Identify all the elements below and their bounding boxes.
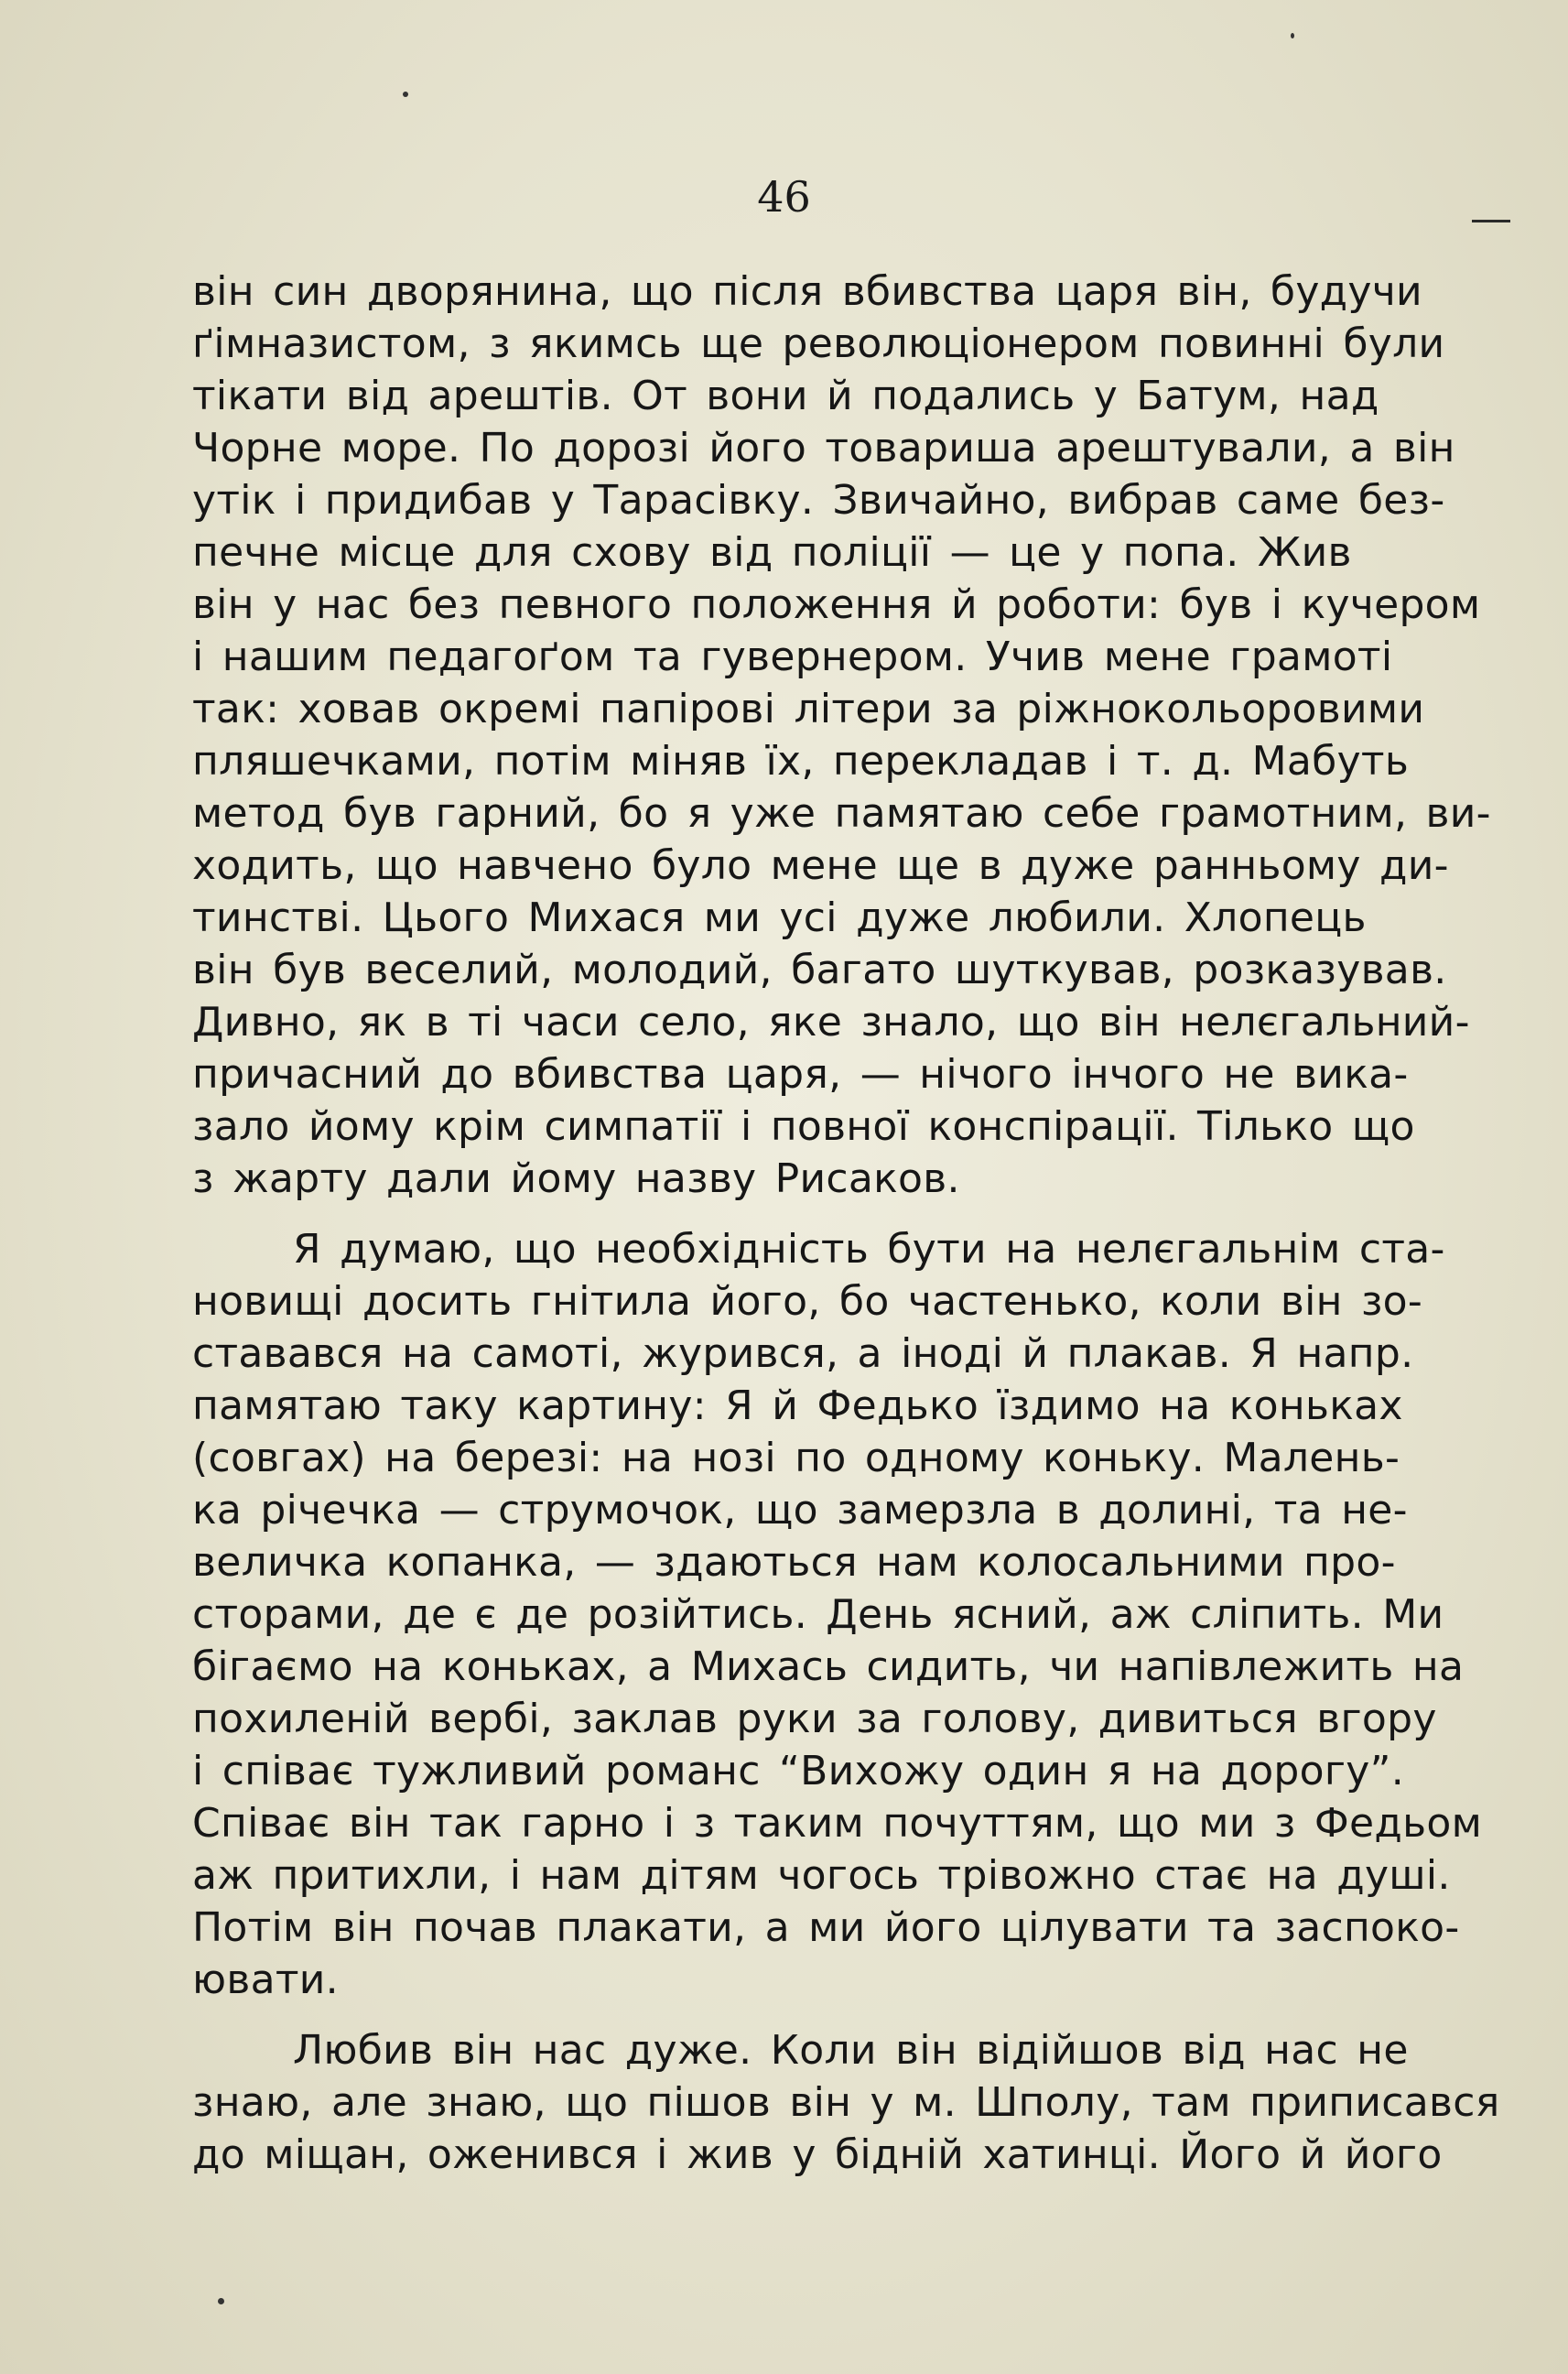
paragraph-gap [192, 2006, 1510, 2024]
text-line: Я думаю, що необхідність бути на нелєгальнім ста- [293, 1226, 1445, 1273]
text-line: тинстві. Цього Михася ми усі дуже любили. Хлопець [192, 894, 1367, 941]
text-line: ювати. [192, 1957, 339, 2003]
text-line: аж притихли, і нам дітям чогось трівожно стає на душі. [192, 1852, 1451, 1899]
text-line: новищі досить гнітила його, бо частенько, коли він зо- [192, 1278, 1423, 1325]
text-line: (совгах) на березі: на нозі по одному коньку. Малень- [192, 1435, 1400, 1481]
text-line: Дивно, як в ті часи село, яке знало, що він нелєгальний- [192, 999, 1470, 1046]
text-line: Потім він почав плакати, а ми його цілувати та заспоко- [192, 1904, 1460, 1951]
text-line: памятаю таку картину: Я й Федько їздимо на коньках [192, 1382, 1403, 1429]
text-line: він у нас без певного положення й роботи: був і кучером [192, 581, 1481, 628]
page-number: 46 [757, 172, 811, 222]
text-line: так: ховав окремі папірові літери за ріжнокольоровими [192, 686, 1425, 732]
corner-dash [1472, 220, 1510, 222]
paragraph-gap [192, 1205, 1510, 1223]
text-line: зало йому крім симпатії і повної конспірації. Тілько що [192, 1103, 1415, 1150]
ink-speck [403, 92, 408, 97]
text-line: ґімназистом, з якимсь ще революціонером повинні були [192, 320, 1445, 367]
text-line: метод був гарний, бо я уже памятаю себе грамотним, ви- [192, 790, 1491, 837]
text-line: Співає він так гарно і з таким почуттям, що ми з Федьом [192, 1800, 1483, 1847]
text-line: знаю, але знаю, що пішов він у м. Шполу, там приписався [192, 2079, 1500, 2126]
text-line: він був веселий, молодий, багато шуткував, розказував. [192, 947, 1447, 993]
paragraph-1 [192, 266, 1510, 1205]
text-line: тікати від арештів. От вони й подались у Батум, над [192, 373, 1379, 419]
paragraph-3 [192, 2024, 1510, 2181]
text-line: печне місце для схову від поліції — це у попа. Жив [192, 529, 1352, 576]
text-line: ходить, що навчено було мене ще в дуже ранньому ди- [192, 842, 1449, 889]
text-line: Чорне море. По дорозі його товариша арештували, а він [192, 425, 1455, 472]
body-text [192, 266, 1510, 2181]
text-line: і співає тужливий романс “Вихожу один я на дорогу”. [192, 1748, 1405, 1794]
text-line: бігаємо на коньках, а Михась сидить, чи напівлежить на [192, 1643, 1465, 1690]
text-line: ставався на самоті, журився, а іноді й плакав. Я напр. [192, 1330, 1414, 1377]
text-line: він син дворянина, що після вбивства царя він, будучи [192, 268, 1422, 315]
text-line: ка річечка — струмочок, що замерзла в долині, та не- [192, 1487, 1408, 1534]
text-line: з жарту дали йому назву Рисаков. [192, 1155, 960, 1202]
ink-speck [218, 2298, 224, 2304]
text-line: до міщан, оженився і жив у бідній хатинці. Його й його [192, 2131, 1443, 2178]
paragraph-2 [192, 1223, 1510, 2006]
text-line: Любив він нас дуже. Коли він відійшов від нас не [293, 2027, 1409, 2074]
text-line: похиленій вербі, заклав руки за голову, дивиться вгору [192, 1696, 1437, 1742]
text-line: величка копанка, — здаються нам колосальними про- [192, 1539, 1396, 1586]
ink-speck [1291, 33, 1294, 38]
text-line: сторами, де є де розійтись. День ясний, аж сліпить. Ми [192, 1591, 1444, 1638]
text-line: причасний до вбивства царя, — нічого інчого не вика- [192, 1051, 1409, 1098]
text-line: пляшечками, потім міняв їх, перекладав і т. д. Мабуть [192, 738, 1410, 785]
text-line: утік і придибав у Тарасівку. Звичайно, вибрав саме без- [192, 477, 1445, 524]
text-line: і нашим педагоґом та гувернером. Учив мене грамоті [192, 634, 1393, 680]
